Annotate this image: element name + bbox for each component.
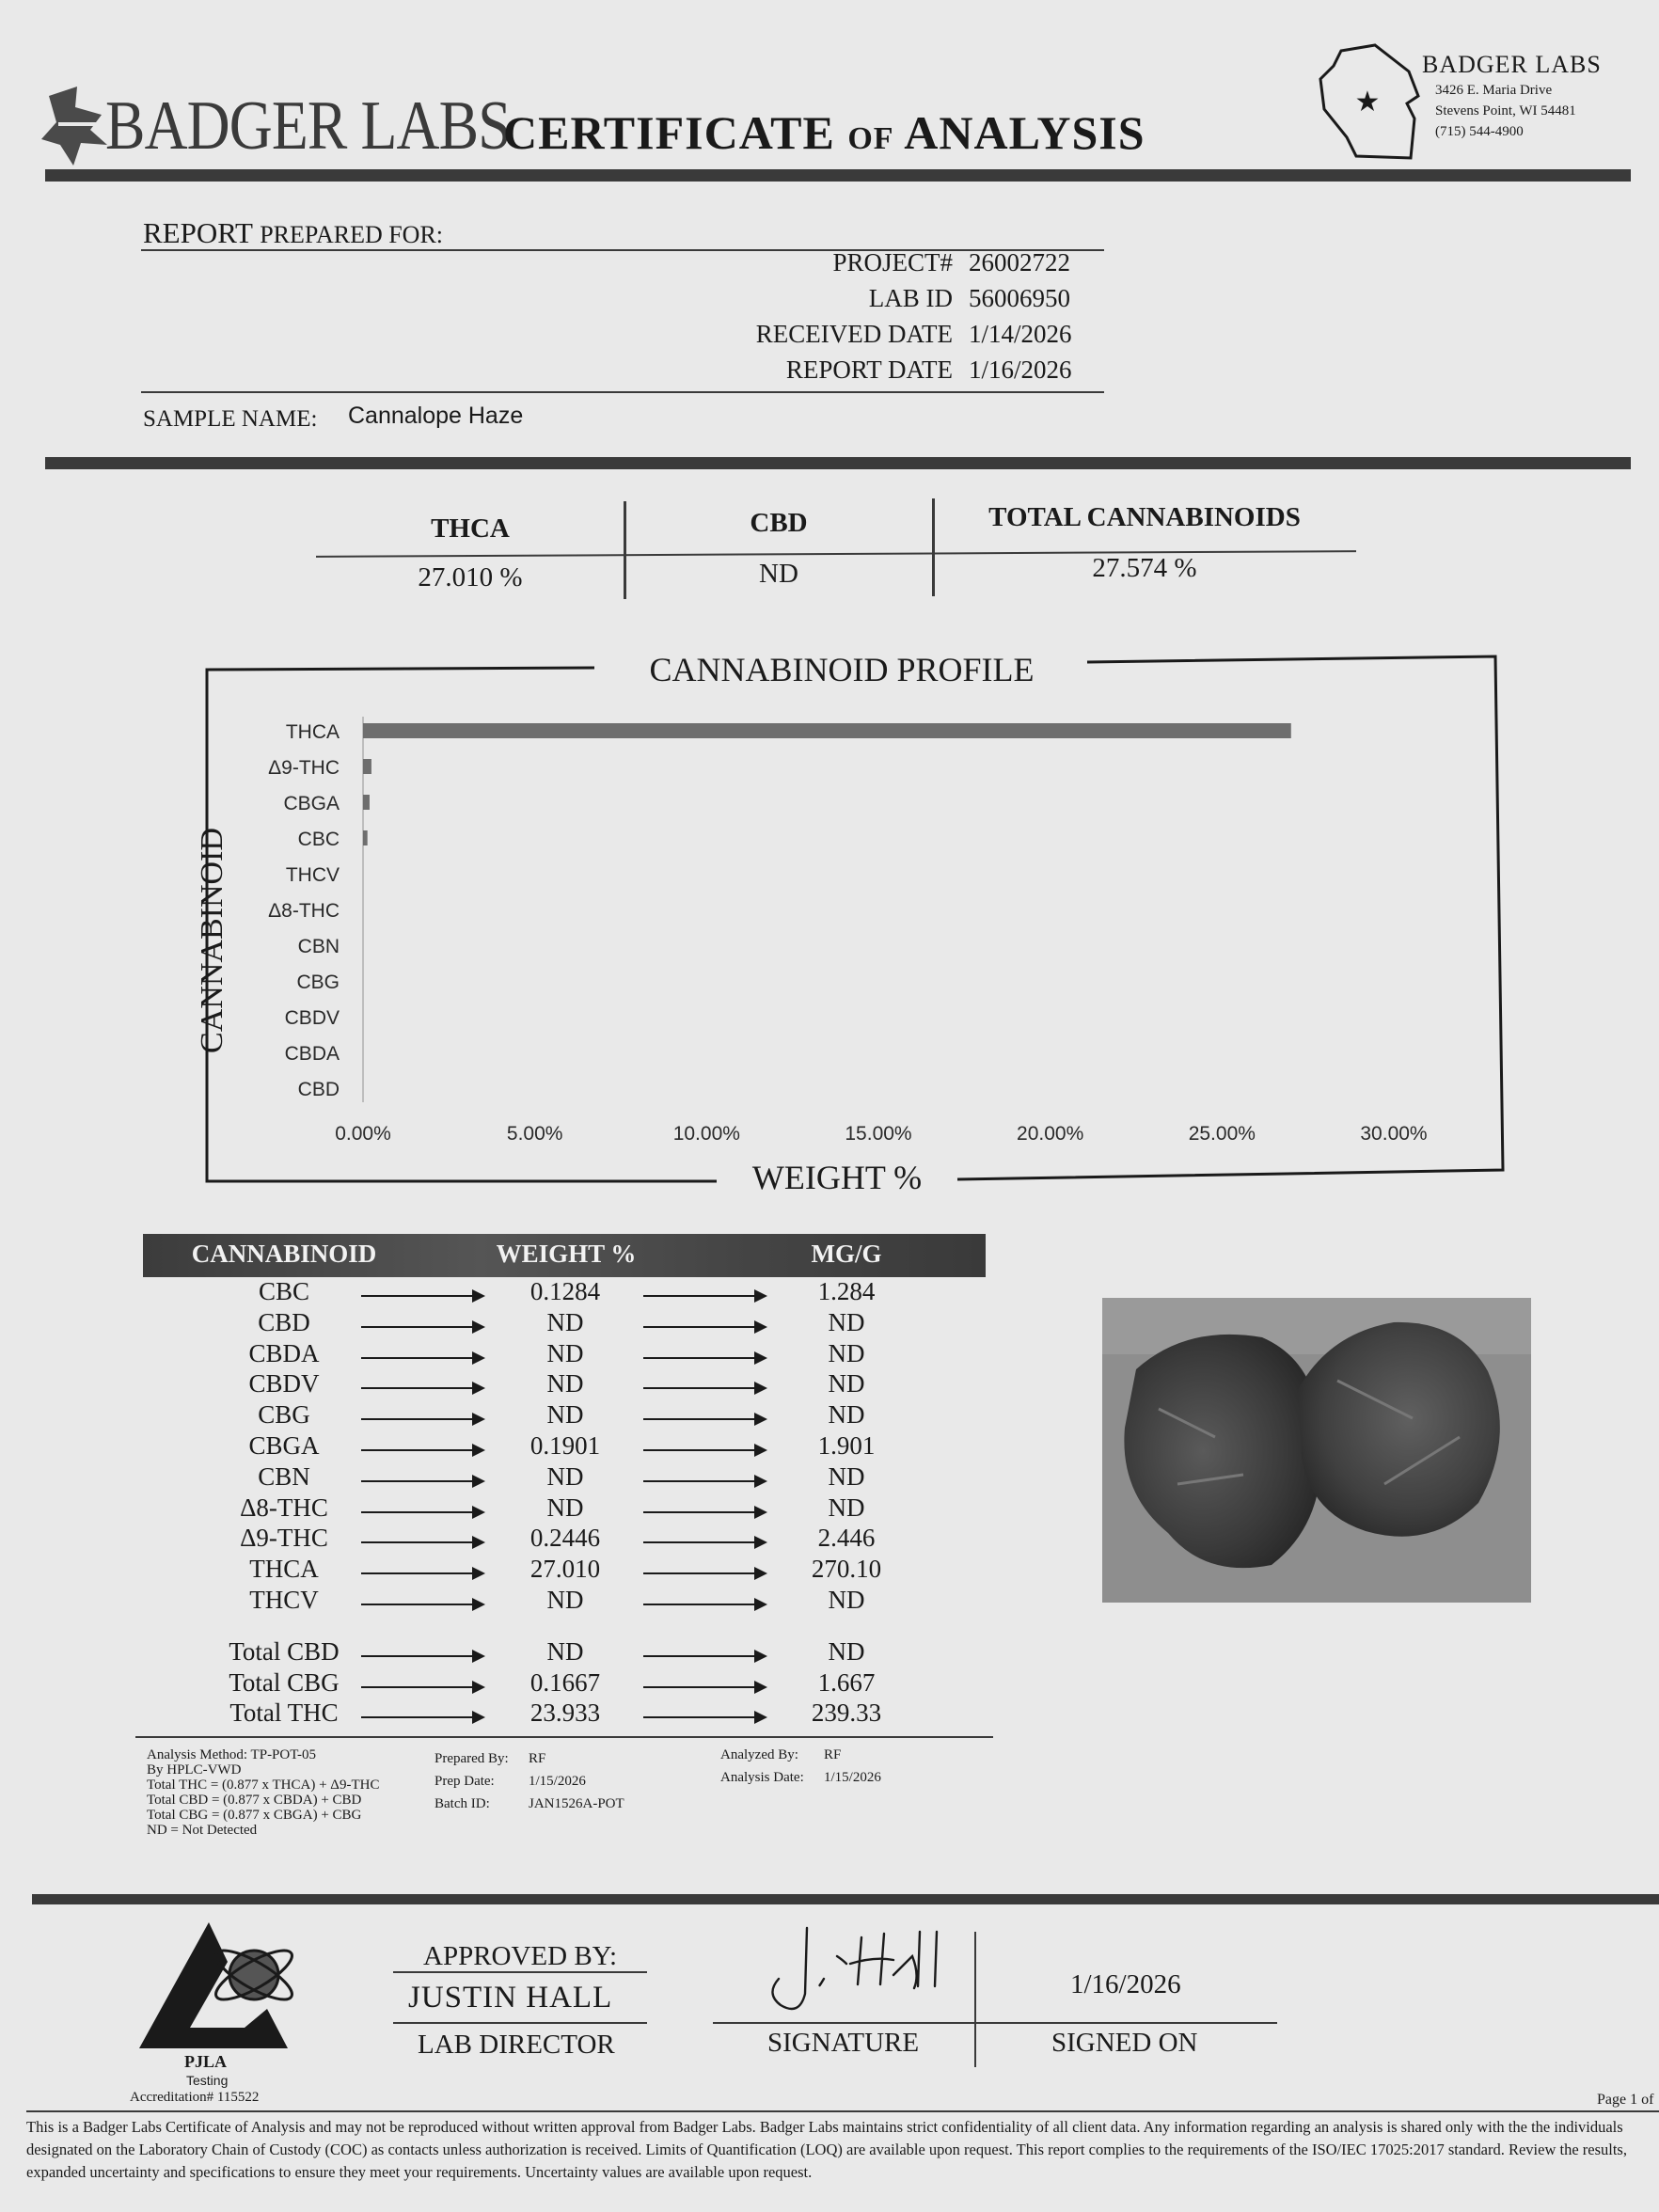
- chart-xlabel: WEIGHT %: [751, 1159, 923, 1196]
- chart-category-label: CBN: [297, 936, 340, 957]
- row-arrow: [361, 1295, 483, 1297]
- lab-name: BADGER LABS: [1422, 51, 1602, 78]
- mgg-value: 1.667: [817, 1667, 876, 1697]
- row-arrow: [643, 1511, 766, 1513]
- table-header-cannabinoid: CANNABINOID: [191, 1240, 377, 1268]
- mgg-value: 1.901: [817, 1431, 876, 1460]
- approval-divider: [32, 1894, 1659, 1904]
- prepared-for-label: REPORT PREPARED FOR:: [143, 216, 444, 249]
- chart-category-label: CBDV: [284, 1007, 340, 1029]
- pjla-accreditation-icon: [134, 1915, 293, 2056]
- table-header-weight: WEIGHT %: [496, 1240, 637, 1268]
- mgg-value: ND: [828, 1636, 865, 1666]
- weight-value: ND: [546, 1338, 584, 1367]
- chart-x-tick-label: 5.00%: [506, 1123, 563, 1145]
- mgg-value: ND: [828, 1493, 865, 1522]
- summary-cbd-value: ND: [759, 559, 798, 589]
- signature-label: SIGNATURE: [767, 2028, 920, 2058]
- summary-total-label: TOTAL CANNABINOIDS: [988, 502, 1301, 532]
- weight-value: ND: [546, 1493, 584, 1522]
- row-arrow: [361, 1418, 483, 1420]
- summary-thca-label: THCA: [431, 514, 510, 544]
- row-arrow: [361, 1357, 483, 1359]
- weight-value: 23.933: [529, 1698, 601, 1728]
- row-arrow: [361, 1480, 483, 1482]
- chart-x-tick-label: 25.00%: [1188, 1123, 1256, 1145]
- row-arrow: [361, 1716, 483, 1718]
- title-part2: ANALYSIS: [904, 106, 1146, 159]
- weight-value: 0.1284: [529, 1277, 601, 1305]
- row-arrow: [361, 1449, 483, 1451]
- chart-ylabel: CANNABINOID: [195, 828, 229, 1053]
- sample-name-value: Cannalope Haze: [348, 403, 524, 429]
- mgg-value: ND: [828, 1586, 865, 1614]
- signed-on-date: 1/16/2026: [1070, 1969, 1181, 1999]
- approved-rule-2: [393, 2022, 647, 2024]
- sample-name-label: SAMPLE NAME:: [143, 406, 318, 432]
- weight-value: ND: [546, 1586, 584, 1614]
- weight-value: ND: [546, 1400, 584, 1430]
- weight-value: ND: [546, 1369, 584, 1398]
- total-name: Total CBG: [229, 1667, 340, 1697]
- mgg-value: ND: [828, 1338, 865, 1367]
- weight-value: 0.2446: [529, 1524, 601, 1553]
- chart-x-tick-label: 30.00%: [1360, 1123, 1428, 1145]
- cannabinoid-name: Δ8-THC: [240, 1493, 328, 1522]
- chart-bar: [363, 759, 371, 774]
- table-bottom-rule: [135, 1736, 993, 1738]
- signature-divider: [974, 1932, 976, 2067]
- cannabinoid-name: CBDV: [248, 1369, 320, 1398]
- cannabinoid-name: CBN: [258, 1462, 310, 1491]
- total-name: Total THC: [229, 1698, 339, 1728]
- row-arrow: [361, 1387, 483, 1389]
- weight-value: 0.1901: [529, 1431, 601, 1460]
- method-notes: Analysis Method: TP-POT-05 By HPLC-VWD Total THC = (0.877 x THCA) + Δ9-THC Total CBD = (0.877 x CBDA) + CBD Total CBG = (0.877 x CBGA) + CBG ND = Not Detected: [147, 1747, 380, 1838]
- approver-title: LAB DIRECTOR: [418, 2030, 615, 2060]
- signature-image: [752, 1919, 959, 2018]
- mgg-value: 239.33: [811, 1698, 882, 1728]
- row-arrow: [643, 1572, 766, 1574]
- title-of: OF: [847, 121, 894, 156]
- cannabinoid-name: Δ9-THC: [240, 1524, 328, 1553]
- svg-text:★: ★: [1354, 86, 1381, 118]
- pjla-testing: Testing: [186, 2073, 229, 2088]
- lab-id-value: 56006950: [969, 284, 1070, 312]
- cannabinoid-name: THCV: [249, 1586, 319, 1614]
- page-number: Page 1 of: [1597, 2092, 1654, 2108]
- row-arrow: [361, 1511, 483, 1513]
- logo-text: BADGER LABS: [105, 87, 511, 165]
- project-value: 26002722: [969, 248, 1070, 276]
- row-arrow: [643, 1480, 766, 1482]
- row-arrow: [643, 1686, 766, 1688]
- prep-info-labels: Prepared By: Prep Date: Batch ID:: [434, 1751, 509, 1811]
- chart-category-label: CBG: [296, 972, 340, 993]
- row-arrow: [643, 1387, 766, 1389]
- approved-rule-1: [393, 1971, 647, 1973]
- chart-category-label: THCV: [285, 864, 340, 886]
- cannabinoid-name: CBC: [258, 1277, 310, 1305]
- summary-cbd-label: CBD: [750, 508, 808, 538]
- approved-by-label: APPROVED BY:: [423, 1941, 618, 1971]
- received-date-label: RECEIVED DATE: [755, 320, 953, 348]
- row-arrow: [361, 1326, 483, 1328]
- weight-value: ND: [546, 1307, 584, 1336]
- row-arrow: [361, 1686, 483, 1688]
- report-date-value: 1/16/2026: [969, 356, 1072, 384]
- chart-bar: [363, 795, 370, 810]
- chart-title: CANNABINOID PROFILE: [649, 651, 1035, 688]
- mgg-value: 2.446: [817, 1524, 876, 1553]
- chart-category-label: THCA: [285, 721, 340, 743]
- chart-x-tick-label: 15.00%: [845, 1123, 912, 1145]
- row-arrow: [361, 1572, 483, 1574]
- report-date-label: REPORT DATE: [785, 356, 953, 384]
- address-line1: 3426 E. Maria Drive: [1435, 83, 1553, 98]
- chart-x-tick-label: 20.00%: [1017, 1123, 1084, 1145]
- row-arrow: [643, 1326, 766, 1328]
- chart-bar: [363, 723, 1291, 738]
- chart-bar: [363, 830, 368, 845]
- cannabinoid-name: CBGA: [248, 1431, 320, 1460]
- accreditation-number: Accreditation# 115522: [130, 2090, 260, 2105]
- title-part1: CERTIFICATE: [503, 106, 835, 159]
- weight-value: ND: [546, 1462, 584, 1491]
- mgg-value: ND: [828, 1462, 865, 1491]
- row-arrow: [643, 1604, 766, 1605]
- signed-on-label: SIGNED ON: [1051, 2028, 1198, 2058]
- address-line2: Stevens Point, WI 54481: [1435, 103, 1576, 118]
- mgg-value: 1.284: [817, 1277, 876, 1305]
- chart-category-label: CBD: [297, 1079, 340, 1100]
- chart-x-tick-label: 10.00%: [672, 1123, 740, 1145]
- summary-total-value: 27.574 %: [1092, 553, 1197, 583]
- row-arrow: [643, 1655, 766, 1657]
- row-arrow: [361, 1655, 483, 1657]
- row-arrow: [643, 1449, 766, 1451]
- chart-category-label: CBDA: [284, 1043, 340, 1065]
- cannabinoid-name: CBD: [258, 1307, 310, 1336]
- mgg-value: ND: [828, 1400, 865, 1430]
- weight-value: 27.010: [529, 1555, 601, 1584]
- chart-x-tick-label: 0.00%: [335, 1123, 391, 1145]
- weight-value: 0.1667: [529, 1667, 601, 1697]
- footer-rule: [26, 2110, 1659, 2112]
- row-arrow: [643, 1357, 766, 1359]
- received-date-value: 1/14/2026: [969, 320, 1072, 348]
- signature-rule: [713, 2022, 1277, 2024]
- table-header-mgg: MG/G: [811, 1240, 882, 1268]
- chart-category-label: CBC: [297, 829, 340, 850]
- row-arrow: [361, 1541, 483, 1543]
- chart-category-label: CBGA: [283, 793, 340, 814]
- summary-thca-value: 27.010 %: [418, 562, 523, 592]
- phone: (715) 544-4900: [1435, 124, 1524, 139]
- row-arrow: [643, 1716, 766, 1718]
- cannabinoid-name: CBG: [258, 1400, 310, 1430]
- prep-info-values: RF 1/15/2026 JAN1526A-POT: [529, 1751, 624, 1811]
- chart-category-label: Δ8-THC: [268, 900, 340, 922]
- approver-name: JUSTIN HALL: [408, 1981, 613, 2014]
- analysis-info-values: RF 1/15/2026: [824, 1747, 881, 1785]
- mgg-value: ND: [828, 1307, 865, 1336]
- disclaimer-text: This is a Badger Labs Certificate of Analysis and may not be reproduced without written approval from Badger Labs. Badger Labs maintains strict confidentiality of all client data. Any information regarding an analysis is shared only with the the individuals designated on the Laboratory Chain of Custody (COC) as contacts unless authorization is received. Limits of Quantification (LOQ) are available upon request. This report complies to the requirements of the ISO/IEC 17025:2017 standard. Review the results, expanded uncertainty and specifications to ensure they meet your requirements. Uncertainty values are available upon request.: [26, 2118, 1627, 2181]
- total-name: Total CBD: [229, 1636, 340, 1666]
- cannabinoid-name: CBDA: [248, 1338, 320, 1367]
- row-arrow: [643, 1418, 766, 1420]
- lab-id-label: LAB ID: [868, 284, 953, 312]
- project-label: PROJECT#: [832, 248, 953, 276]
- row-arrow: [643, 1541, 766, 1543]
- analysis-info-labels: Analyzed By: Analysis Date:: [720, 1747, 804, 1785]
- sample-photo: [1102, 1296, 1535, 1604]
- mgg-value: 270.10: [811, 1555, 882, 1584]
- mgg-value: ND: [828, 1369, 865, 1398]
- row-arrow: [361, 1604, 483, 1605]
- row-arrow: [643, 1295, 766, 1297]
- chart-category-label: Δ9-THC: [268, 757, 340, 779]
- weight-value: ND: [546, 1636, 584, 1666]
- cannabinoid-name: THCA: [249, 1555, 319, 1584]
- pjla-label: PJLA: [184, 2052, 227, 2071]
